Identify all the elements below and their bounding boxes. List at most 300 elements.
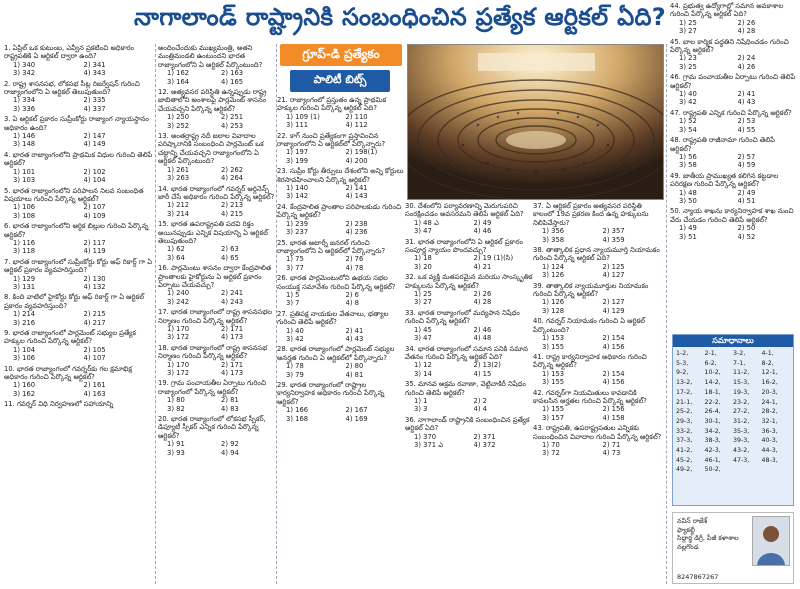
option: 1) 250 <box>167 113 190 122</box>
question-item <box>158 415 275 457</box>
option: 3) 162 <box>13 389 36 398</box>
question-item <box>277 381 405 423</box>
question-text: 28. భారత రాజ్యాంగంలో పార్లమెంట్ సభ్యుల అనర్హత గురించి ఏ ఆర్టికల్‌లో పేర్కొన్నారు? <box>277 345 395 362</box>
answer-item: 40-3, <box>761 437 778 445</box>
answer-item <box>733 466 762 474</box>
answer-item: 30-1, <box>704 417 721 425</box>
author-place: సిద్దార్థ డిగ్రీ, పీజీ కళాశాల నల్లగొండ <box>677 534 739 551</box>
question-text: 1. ఏప్రిల్ ఒక కుటుంబ, ఎవ్వీన ప్రకటించి అధికారం రాష్ట్రపతికి ఏ ఆర్టికల్ ద్వారా ఉంది? <box>4 44 135 61</box>
question-options <box>533 227 663 244</box>
parliament-hall-photo <box>407 44 664 200</box>
answer-item: 39-3, <box>733 437 750 445</box>
option: 2) 141 <box>345 184 368 193</box>
question-text: 50. న్యాయ శాఖను కార్యనిర్వాహక శాఖ నుంచి వేరు చేయడం గురించి తెలిపే ఆర్టికల్? <box>670 207 794 224</box>
option: 2) 215 <box>83 310 106 319</box>
question-text: 32. ఒక వ్యక్తి మతపరమైన మరియు సాంస్కృతిక హక్కులను పేర్కొన్న ఆర్టికల్? <box>405 273 533 290</box>
option: 1) 91 <box>167 440 185 449</box>
option: 3) 148 <box>13 140 36 149</box>
option: 3) 25 <box>679 62 697 71</box>
option: 2) 63 <box>221 245 239 254</box>
option: 2) 13(2) <box>473 361 501 370</box>
option: 3) 82 <box>167 404 185 413</box>
question-item <box>158 308 275 342</box>
question-text: 24. కేంద్రపాలిత ప్రాంతాల పరిపాలకుడు గురించి పేర్కొన్న ఆర్టికల్? <box>277 202 402 220</box>
question-item <box>670 136 796 170</box>
option: 3) 58 <box>679 161 697 170</box>
option: 4) 215 <box>221 209 244 218</box>
option: 2) 102 <box>83 167 106 176</box>
question-text: 14. భారత రాజ్యాంగంలో గవర్నర్ ఆర్డినెన్స్ జారీ చేసే అధికారం గురించి పేర్కొన్న ఆర్టికల్? <box>158 184 275 201</box>
question-options <box>277 220 405 237</box>
answer-item: 1-2, <box>676 350 689 357</box>
answer-item: 24-1, <box>761 398 778 406</box>
answer-item: 28-2, <box>761 408 778 416</box>
option: 1) 101 <box>13 167 36 176</box>
answer-item: 46-1, <box>704 456 721 464</box>
option: 3) 51 <box>679 232 697 241</box>
question-item <box>533 353 663 387</box>
option: 1) 170 <box>167 360 190 369</box>
option: 2) 213 <box>221 201 244 210</box>
question-item <box>4 329 154 363</box>
question-item <box>4 400 154 408</box>
group-d-badge: గ్రూప్-డి ప్రత్యేకం <box>280 44 402 66</box>
option: 2) 117 <box>83 238 106 247</box>
option: 1) 25 <box>414 290 432 299</box>
option: 1) 56 <box>679 152 697 161</box>
question-text: అందించేందుకు ముఖ్యమంత్రి, అతని మంత్రిమండలి ఉంటుందని భారత రాజ్యాంగంలోని ఏ ఆర్టికల్ పేర్కొంటుంది? <box>158 44 263 69</box>
questions-column-5 <box>533 202 663 589</box>
option: 2) 127 <box>602 298 625 307</box>
option: 2) 154 <box>602 334 625 343</box>
question-options <box>405 219 533 236</box>
question-text: 34. భారత రాజ్యాంగంలో సమాన పనికి సమాన వేతనం గురించి పేర్కొన్న ఆర్టికల్ ఏది? <box>405 344 529 361</box>
question-text: 10. భారత రాజ్యాంగంలో గవర్నర్‌కు గల క్షమాభిక్ష అధికారం గురించి పేర్కొన్న ఆర్టికల్? <box>4 364 132 382</box>
option: 3) 27 <box>414 298 432 307</box>
question-item <box>670 207 796 241</box>
option: 3) 64 <box>167 253 185 262</box>
option: 1) 78 <box>286 362 304 371</box>
question-text: 22. కాగ్ నుంచి ప్రత్యేకంగా ప్రస్తావించిన రాజ్యాంగంలోని ఏ ఆర్టికల్‌లో పేర్కొన్నారు? <box>277 131 386 149</box>
option: 3) 118 <box>13 247 36 256</box>
option: 3) 14 <box>414 369 432 378</box>
question-item <box>277 96 405 130</box>
question-item <box>158 44 275 86</box>
option: 2) 49 <box>473 218 492 227</box>
option: 1) 23 <box>679 54 697 63</box>
answer-item: 34-2, <box>704 427 721 435</box>
option: 2) 53 <box>737 117 756 126</box>
question-options <box>533 370 663 387</box>
question-item <box>277 345 405 379</box>
option: 2) 92 <box>221 440 239 449</box>
answer-item: 17-2, <box>676 388 693 396</box>
option: 4) 46 <box>473 227 492 236</box>
option: 4) 51 <box>737 196 756 205</box>
column-divider <box>666 44 667 584</box>
option: 2) 26 <box>737 18 756 27</box>
question-item <box>533 389 663 423</box>
question-options <box>4 96 154 113</box>
option: 4) 4 <box>473 405 487 414</box>
option: 3) 54 <box>679 125 697 134</box>
option: 3) 128 <box>542 306 565 315</box>
question-item <box>405 380 533 414</box>
option: 4) 65 <box>221 253 239 262</box>
answer-item: 29-3, <box>676 417 693 425</box>
option: 4) 112 <box>345 121 368 130</box>
option: 3) 3 <box>414 405 428 414</box>
option: 1) 48 ఎ <box>414 218 439 227</box>
option: 2) 49 <box>737 188 756 197</box>
option: 2) 156 <box>602 405 625 414</box>
option: 1) 116 <box>13 238 36 247</box>
question-options <box>158 440 275 457</box>
option: 1) 18 <box>414 254 432 263</box>
option: 1) 40 <box>286 326 304 335</box>
answer-item <box>762 466 791 474</box>
option: 1) 5 <box>286 290 300 299</box>
option: 2) 57 <box>737 152 756 161</box>
question-options <box>277 362 405 379</box>
option: 1) 340 <box>13 60 36 69</box>
option: 4) 52 <box>737 232 756 241</box>
question-options <box>670 90 796 107</box>
option: 1) 240 <box>167 289 190 298</box>
option: 3) 216 <box>13 318 36 327</box>
question-text: 23. సుప్రీం కోర్టు తీర్పులు దేశంలోని అన్ని కోర్టులు శిరసావహించాలని పేర్కొన్న ఆర్టికల్? <box>277 167 404 184</box>
option: 1) 155 <box>542 405 565 414</box>
option: 1) 49 <box>679 224 697 233</box>
question-item <box>533 202 663 244</box>
question-text: 8. కింది వాటిలో హైకోర్టు కోర్టు ఆఫ్ రికార్డ్ గా ఏ ఆర్టికల్ ప్రకారం వ్యవహరిస్తుంది? <box>4 293 145 310</box>
option: 2) 46 <box>473 325 492 334</box>
option: 4) 343 <box>83 69 106 78</box>
questions-column-2 <box>158 44 275 584</box>
option: 2) 241 <box>221 289 244 298</box>
question-text: 29. భారత రాజ్యాంగంలో రాష్ట్రాల కార్యనిర్వాహక అధికారం గురించి పేర్కొన్న ఆర్టికల్? <box>277 381 385 406</box>
question-text: 33. భారత రాజ్యాంగంలో మద్యపాన నిషేధం గురించి పేర్కొన్న ఆర్టికల్? <box>405 308 520 326</box>
question-text: 44. ప్రభుత్వ ఉద్యోగాల్లో సమాన అవకాశాల గురించి పేర్కొన్న ఆర్టికల్ ఏది? <box>670 2 784 19</box>
option: 3) 168 <box>286 414 309 423</box>
answer-item: 31-2, <box>733 417 750 425</box>
question-text: 5. భారత రాజ్యాంగంలోని పరిపాలన నిలవ సంబంధిత విషయాలు గురించి పేర్కొన్న ఆర్టికల్? <box>4 186 144 203</box>
question-text: 4. భారత రాజ్యాంగంలోని ప్రాథమిక విధుల గురించి తెలిపే ఆర్టికల్? <box>4 150 153 168</box>
question-options <box>670 117 796 134</box>
option: 2) 81 <box>221 396 239 405</box>
option: 4) 173 <box>221 333 244 342</box>
question-item <box>4 258 154 292</box>
option: 2) 6 <box>345 290 359 299</box>
option: 3) 164 <box>167 77 190 86</box>
question-options <box>405 326 533 343</box>
option: 4) 107 <box>83 354 106 363</box>
question-options <box>533 263 663 280</box>
question-text: 48. రాష్ట్రపతి రాజీనామా గురించి తెలిపే ఆర్టికల్? <box>670 136 776 153</box>
option: 4) 127 <box>602 271 625 280</box>
option: 4) 104 <box>83 176 106 185</box>
answer-item: 16-2, <box>761 379 778 387</box>
option: 1) 153 <box>542 369 565 378</box>
option: 2) 171 <box>221 325 244 333</box>
question-text: 25. భారత అటార్నీ జనరల్ గురించి రాజ్యాంగంలోని ఏ ఆర్టికల్‌లో పేర్కొన్నారు? <box>277 238 386 255</box>
answer-item: 48-3, <box>761 456 778 464</box>
column-divider <box>155 44 156 584</box>
option: 1) 214 <box>13 310 36 319</box>
option: 2) 251 <box>221 113 244 122</box>
answer-item: 11-2, <box>733 369 750 377</box>
option: 4) 156 <box>602 342 625 351</box>
parliament-hall-illustration <box>408 45 664 200</box>
option: 3) 242 <box>167 297 190 306</box>
question-options <box>533 334 663 351</box>
option: 4) 8 <box>345 299 359 308</box>
question-item <box>158 379 275 413</box>
option: 4) 21 <box>473 262 492 271</box>
option: 4) 236 <box>345 228 368 237</box>
question-item <box>277 132 405 166</box>
question-item <box>405 202 533 236</box>
question-item <box>405 345 533 379</box>
question-options <box>277 184 405 201</box>
question-options <box>670 224 796 241</box>
answer-item: 26-4, <box>704 408 721 416</box>
question-item <box>4 115 154 149</box>
option: 4) 94 <box>221 448 239 457</box>
answer-item: 33-2, <box>676 427 693 435</box>
question-options <box>158 113 275 130</box>
option: 4) 129 <box>602 306 625 315</box>
option: 3) 371 ఎ <box>414 440 444 449</box>
questions-column-3 <box>277 96 405 589</box>
option: 4) 264 <box>221 174 244 183</box>
question-item <box>158 220 275 262</box>
option: 1) 75 <box>286 255 304 264</box>
option: 2) 341 <box>83 60 106 69</box>
option: 1) 261 <box>167 165 190 174</box>
answer-item: 6-2, <box>704 359 717 367</box>
option: 4) 73 <box>602 449 621 458</box>
option: 3) 172 <box>167 333 190 342</box>
option: 2) 262 <box>221 165 244 174</box>
question-options <box>4 132 154 149</box>
question-text: 11. గవర్నర్ విధి నిర్వహణలో సహాయాన్ని <box>4 400 114 409</box>
question-options <box>405 254 533 271</box>
option: 2) 26 <box>473 290 492 299</box>
question-text: 49. జాతీయ ప్రాముఖ్యత కలిగిన కట్టడాల పరిరక్షణ గురించి పేర్కొన్న ఆర్టికల్? <box>670 171 779 189</box>
question-text: 20. భారత రాజ్యాంగంలో లోకసభ స్పీకర్, డిప్యూటీ స్పీకర్ ఎన్నిక గురించి పేర్కొన్న ఆర్టికల్? <box>158 415 266 440</box>
question-item <box>158 132 275 182</box>
option: 1) 104 <box>13 345 36 354</box>
question-options <box>277 327 405 344</box>
answer-item: 10-2, <box>704 369 721 377</box>
question-text: 31. భారత రాజ్యాంగంలోని ఏ ఆర్టికల్ ప్రకారం సంపూర్ణ న్యాయం పొందవచ్చు? <box>405 237 523 255</box>
option: 1) 124 <box>542 262 565 271</box>
option: 2) 110 <box>345 112 368 121</box>
option: 3) 263 <box>167 174 190 183</box>
question-options <box>533 441 663 458</box>
option: 4) 55 <box>737 125 756 134</box>
option: 2) 167 <box>345 406 368 415</box>
option: 4) 43 <box>737 98 756 107</box>
option: 4) 156 <box>602 378 625 387</box>
author-role: ఫ్యాకల్టీ <box>677 525 695 534</box>
question-item <box>670 38 796 72</box>
question-options <box>277 148 405 165</box>
question-options <box>158 396 275 413</box>
option: 4) 253 <box>221 121 244 130</box>
question-item <box>4 44 154 78</box>
question-options <box>277 255 405 272</box>
question-text: 36. నాగాలాండ్ రాష్ట్రానికి సంబంధించిన ప్రత్యేక ఆర్టికల్ ఏది? <box>405 415 530 433</box>
option: 3) 106 <box>13 354 36 363</box>
option: 2) 238 <box>345 219 368 228</box>
answer-item: 44-3, <box>761 447 778 455</box>
question-text: 18. భారత రాజ్యాంగంలో రాష్ట్ర శాసనసభ నిర్మాణం గురించి పేర్కొన్న ఆర్టికల్? <box>158 343 268 361</box>
answer-item: 14-2, <box>704 379 721 387</box>
answer-item: 3-2, <box>733 350 746 357</box>
question-item <box>670 109 796 134</box>
question-options <box>158 166 275 183</box>
option: 1) 80 <box>167 396 185 405</box>
option: 1) 212 <box>167 201 190 210</box>
answer-item: 43-2, <box>733 447 750 455</box>
question-text: 12. అత్యవసర పరిస్థితి ఉన్నప్పుడు రాష్ట్ర జాబితాలోని అంశాలపై పార్లమెంట్ శాసనం చేయవచ్చని పేర్కొన్న ఆర్టికల్? <box>158 88 267 113</box>
author-photo-illustration <box>753 517 789 565</box>
author-name: నవీన్ రాజేశ్ <box>677 517 708 525</box>
question-options <box>4 61 154 78</box>
answer-item: 9-2, <box>676 369 689 377</box>
option: 1) 166 <box>286 406 309 415</box>
option: 2) 154 <box>602 369 625 378</box>
option: 4) 173 <box>221 369 244 378</box>
option: 3) 103 <box>13 176 36 185</box>
option: 3) 142 <box>286 192 309 201</box>
question-text: 45. బాల కార్మిక పద్ధతిని నిషేధించడం గురించి పేర్కొన్న ఆర్టికల్? <box>670 37 789 55</box>
option: 2) 76 <box>345 255 364 264</box>
question-options <box>405 361 533 378</box>
option: 2) 125 <box>602 262 625 271</box>
answer-item: 2-1, <box>704 350 717 357</box>
option: 3) 42 <box>286 334 304 343</box>
option: 2) 105 <box>83 345 106 354</box>
answer-item: 36-3, <box>761 427 778 435</box>
answer-item: 37-3, <box>676 437 693 445</box>
option: 4) 200 <box>345 156 368 165</box>
option: 3) 237 <box>286 228 309 237</box>
question-item <box>533 424 663 458</box>
option: 3) 252 <box>167 121 190 130</box>
option: 4) 28 <box>737 27 756 36</box>
option: 1) 170 <box>167 325 190 333</box>
answer-item: 47-3, <box>733 456 750 464</box>
question-item <box>158 264 275 306</box>
option: 3) 108 <box>13 211 36 220</box>
question-item <box>4 151 154 185</box>
option: 1) 1 <box>414 396 428 405</box>
option: 3) 42 <box>679 98 697 107</box>
question-text: 42. గవర్నర్‌గా నియమితులు కావడానికి కావలసిన అర్హతల గురించి పేర్కొన్న ఆర్టికల్? <box>533 388 647 405</box>
page-headline: నాగాలాండ్ రాష్ట్రానికి సంబంధించిన ప్రత్యేక ఆర్టికల్ ఏది? <box>134 3 666 31</box>
question-text: 16. పార్లమెంటు శాసనం ద్వారా కేంద్రపాలిత ప్రాంతాలకు హైకోర్టును ఏ ఆర్టికల్ ప్రకారం ఏర్పాటు చేయవచ్చు? <box>158 264 272 289</box>
questions-column-1 <box>4 44 154 584</box>
option: 2) 357 <box>602 227 625 236</box>
option: 1) 162 <box>167 69 190 78</box>
question-text: 15. భారత ఉపరాష్ట్రపతి పదవి రిక్తం అయినప్పుడు ఎన్నిక విషయాన్ని ఏ ఆర్టికల్ తెలుపుతుంది? <box>158 220 268 245</box>
question-options <box>4 168 154 185</box>
question-text: 40. గవర్నర్ నియామకం గురించి ఏ ఆర్టికల్ పేర్కొంటుంది? <box>533 317 646 334</box>
questions-column-4 <box>405 202 533 589</box>
option: 2) 50 <box>737 224 756 233</box>
question-text: 46. గ్రామ పంచాయతీల ఏర్పాటు గురించి తెలిపే ఆర్టికల్? <box>670 73 796 90</box>
question-options <box>4 310 154 327</box>
question-text: 13. అంతర్రాష్ట్ర నదీ జలాల వివాదాల పరిష్కారానికి సంబంధించి పార్లమెంట్ ఒక చట్టాన్ని చేయవచ్చని రాజ్యాంగంలోని ఏ ఆర్టికల్ పేర్కొంటుంది? <box>158 132 264 166</box>
option: 3) 27 <box>679 27 697 36</box>
option: 1) 25 <box>679 18 697 27</box>
option: 2) 41 <box>345 326 364 335</box>
option: 3) 214 <box>167 209 190 218</box>
option: 4) 337 <box>83 104 106 113</box>
option: 2) 41 <box>737 90 756 99</box>
question-options <box>670 54 796 71</box>
answers-grid <box>673 347 793 478</box>
option: 4) 158 <box>602 413 625 422</box>
option: 4) 169 <box>345 414 368 423</box>
option: 3) 172 <box>167 369 190 378</box>
answer-item: 4-1, <box>761 350 774 357</box>
question-options <box>533 405 663 422</box>
option: 3) 131 <box>13 282 36 291</box>
answers-title: సమాధానాలు <box>673 335 793 347</box>
option: 1) 140 <box>286 184 309 193</box>
option: 2) 161 <box>83 381 106 390</box>
option: 3) 72 <box>542 449 560 458</box>
option: 3) 50 <box>679 196 697 205</box>
option: 2) 147 <box>83 132 106 141</box>
question-options <box>277 113 405 130</box>
answer-item: 50-2, <box>704 466 721 474</box>
option: 4) 28 <box>473 298 492 307</box>
question-options <box>533 298 663 315</box>
answer-item: 41-2, <box>676 447 693 455</box>
answer-item: 19-3, <box>733 388 750 396</box>
option: 4) 81 <box>345 370 364 379</box>
option: 4) 243 <box>221 297 244 306</box>
option: 4) 83 <box>221 404 239 413</box>
question-text: 3. ఏ ఆర్టికల్ ప్రకారం సుప్రీంకోర్టు రాజ్యాంగ న్యాయస్థానం అధికారం ఉంది? <box>4 115 149 132</box>
option: 3) 336 <box>13 104 36 113</box>
option: 1) 239 <box>286 219 309 228</box>
option: 3) 7 <box>286 299 300 308</box>
question-item <box>533 317 663 351</box>
answer-item: 38-3, <box>704 437 721 445</box>
option: 1) 334 <box>13 96 36 105</box>
question-options <box>4 239 154 256</box>
option: 3) 155 <box>542 378 565 387</box>
option: 4) 132 <box>83 282 106 291</box>
question-text: 6. భారత రాజ్యాంగంలోని ఆర్థిక బిల్లుల గురించి పేర్కొన్న ఆర్టికల్? <box>4 222 149 239</box>
option: 4) 59 <box>737 161 756 170</box>
author-phone: 8247867267 <box>677 573 719 581</box>
option: 1) 48 <box>679 188 697 197</box>
answer-item: 5-3, <box>676 359 689 367</box>
answer-item: 20-3, <box>761 388 778 396</box>
option: 4) 78 <box>345 263 364 272</box>
question-item <box>277 203 405 237</box>
question-item <box>158 185 275 219</box>
answer-item: 23-2, <box>733 398 750 406</box>
question-options <box>670 189 796 206</box>
